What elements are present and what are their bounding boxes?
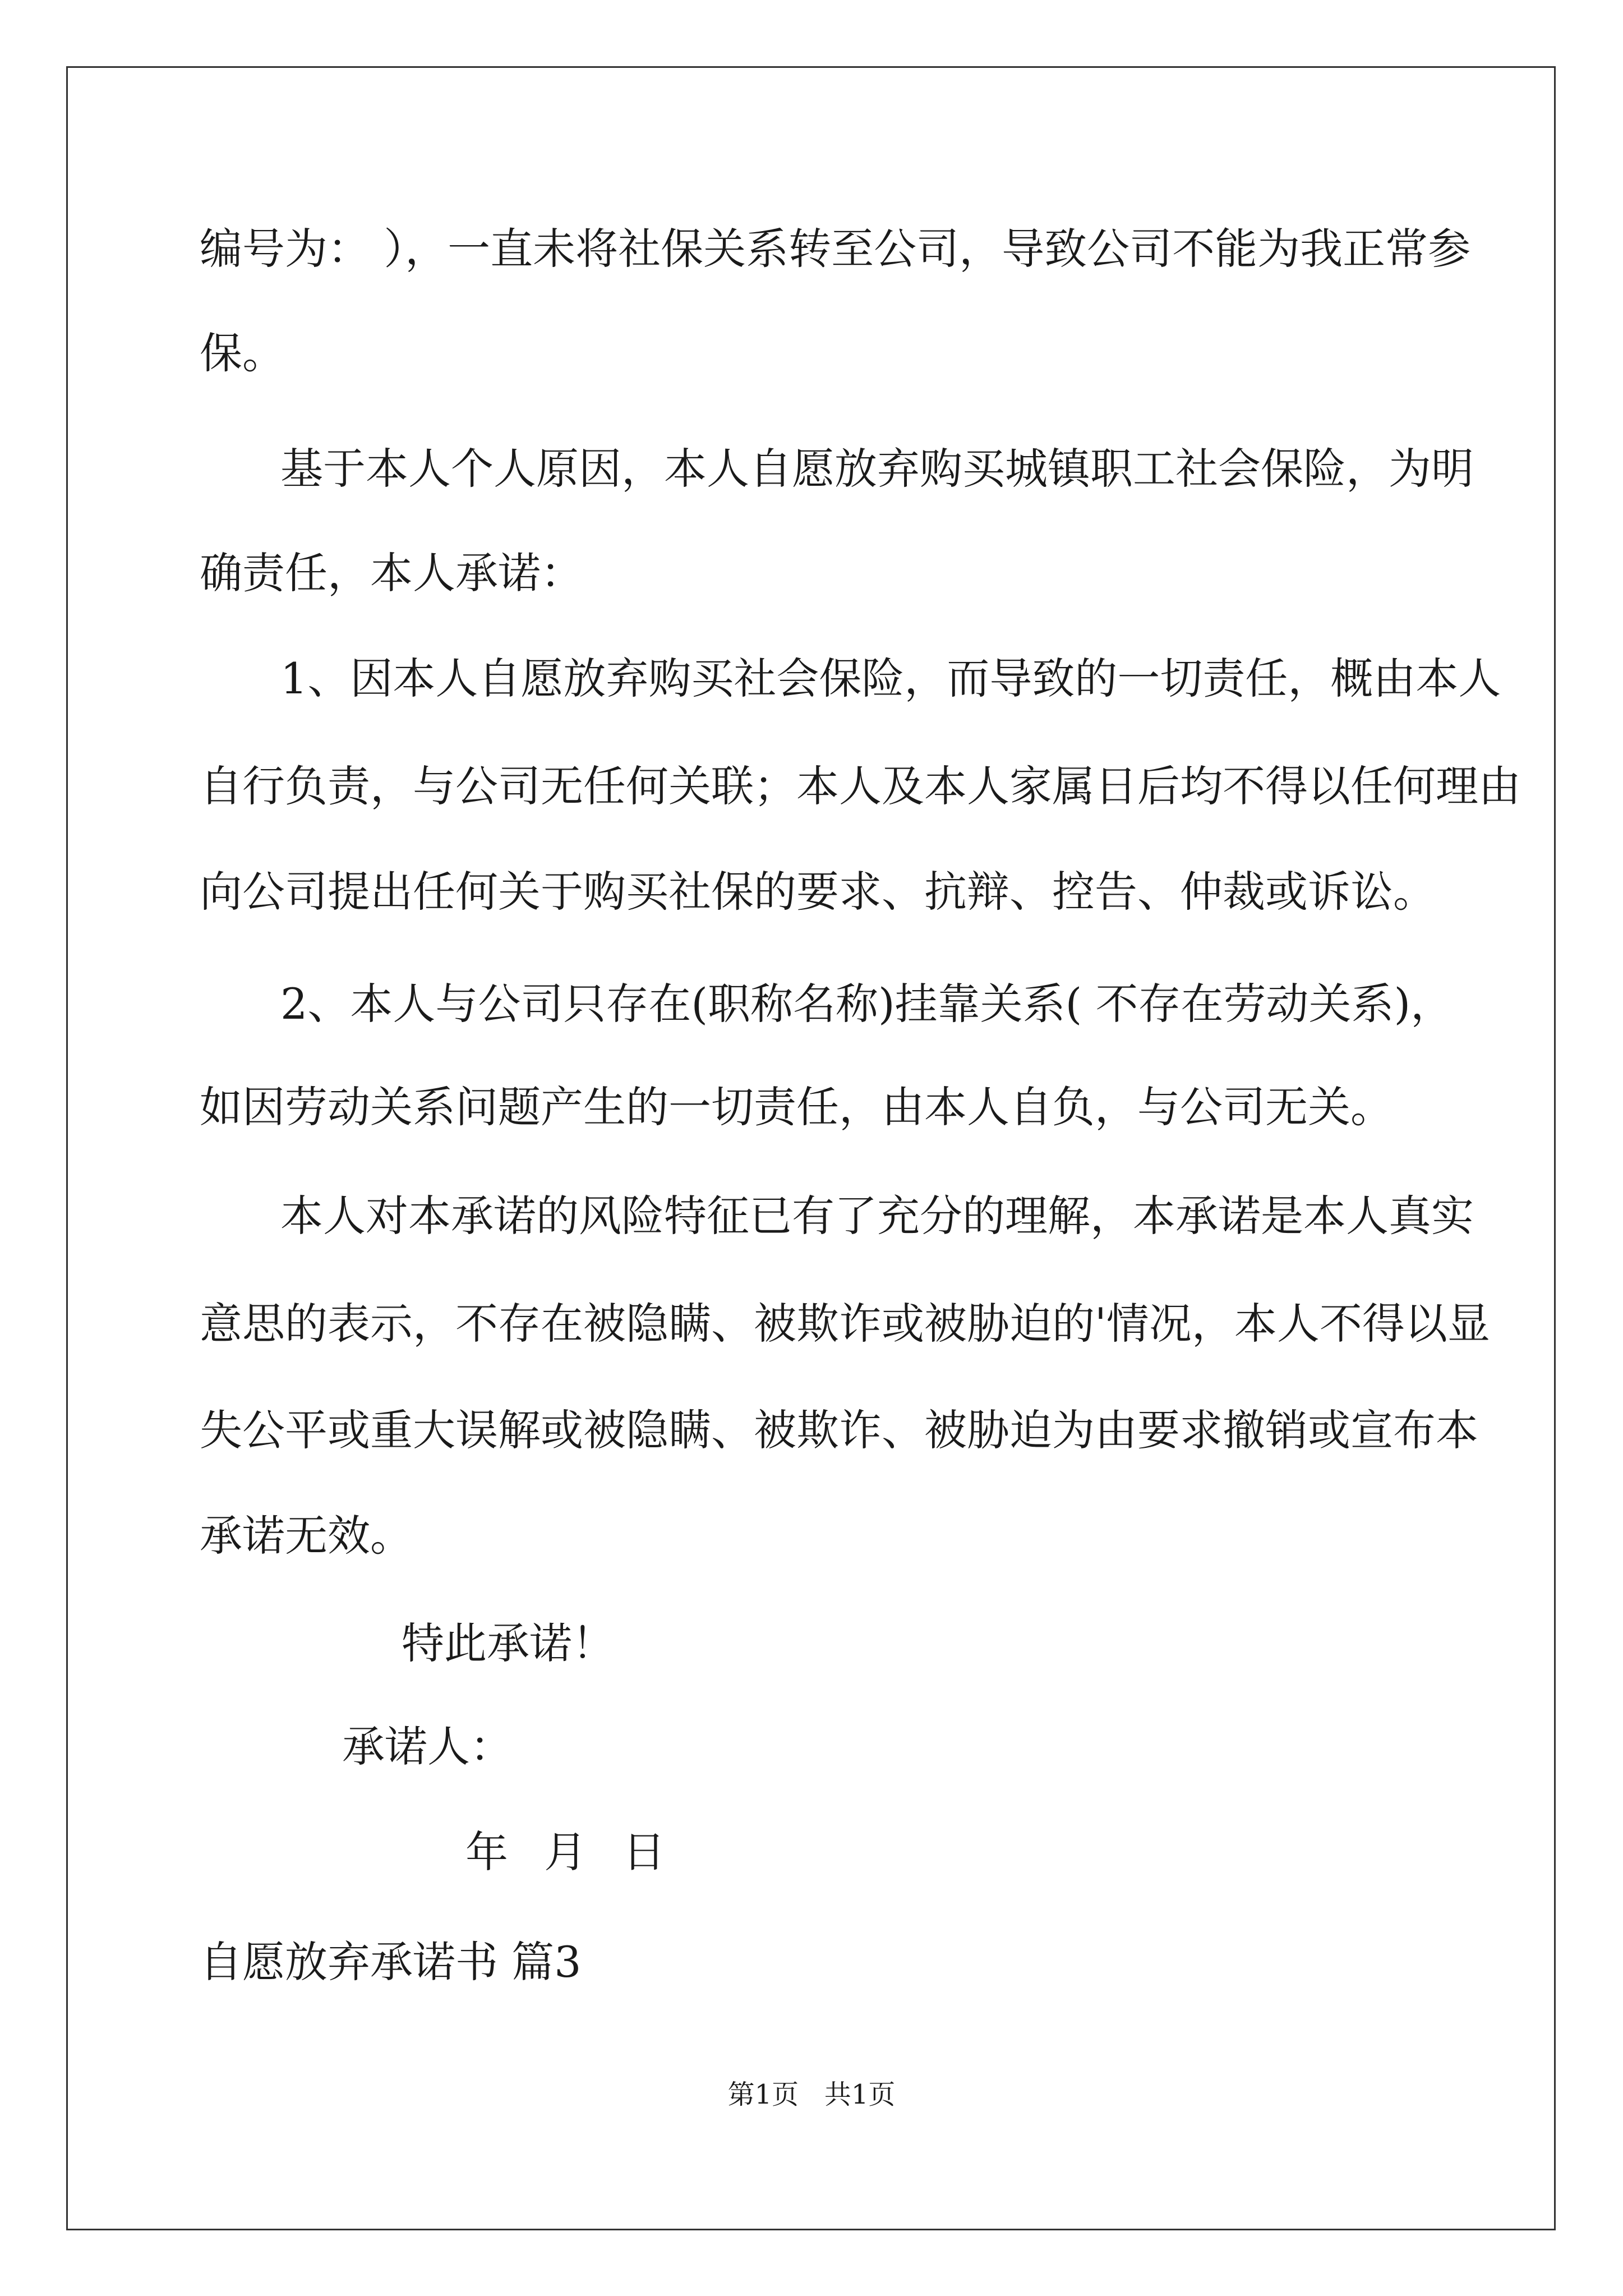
text-line-17: 自愿放弃承诺书 篇3 xyxy=(200,1937,582,1987)
text-line-8: 2、本人与公司只存在(职称名称)挂靠关系( 不存在劳动关系)， xyxy=(280,979,1454,1029)
text-line-12: 失公平或重大误解或被隐瞒、被欺诈、被胁迫为由要求撤销或宣布本 xyxy=(200,1405,1478,1455)
text-line-1: 编号为： ），一直未将社保关系转至公司，导致公司不能为我正常参 xyxy=(200,224,1471,274)
text-line-10: 本人对本承诺的风险特征已有了充分的理解，本承诺是本人真实 xyxy=(280,1191,1474,1241)
text-line-6: 自行负责，与公司无任何关联；本人及本人家属日后均不得以任何理由 xyxy=(200,761,1521,811)
text-line-9: 如因劳动关系问题产生的一切责任，由本人自负，与公司无关。 xyxy=(200,1082,1393,1132)
text-line-3: 基于本人个人原因，本人自愿放弃购买城镇职工社会保险，为明 xyxy=(280,444,1474,494)
text-line-16: 年 月 日 xyxy=(465,1827,666,1877)
text-line-5: 1、因本人自愿放弃购买社会保险，而导致的一切责任，概由本人 xyxy=(280,654,1501,703)
page-footer: 第1页 共1页 xyxy=(727,2079,896,2110)
text-line-15: 承诺人： xyxy=(342,1722,513,1772)
text-line-14: 特此承诺！ xyxy=(402,1618,615,1668)
text-line-13: 承诺无效。 xyxy=(200,1511,413,1561)
text-line-11: 意思的表示，不存在被隐瞒、被欺诈或被胁迫的'情况，本人不得以显 xyxy=(200,1299,1490,1349)
text-line-2: 保。 xyxy=(200,328,285,378)
page-border xyxy=(66,66,1556,2230)
text-line-4: 确责任，本人承诺： xyxy=(200,548,583,598)
text-line-7: 向公司提出任何关于购买社保的要求、抗辩、控告、仲裁或诉讼。 xyxy=(200,867,1436,917)
